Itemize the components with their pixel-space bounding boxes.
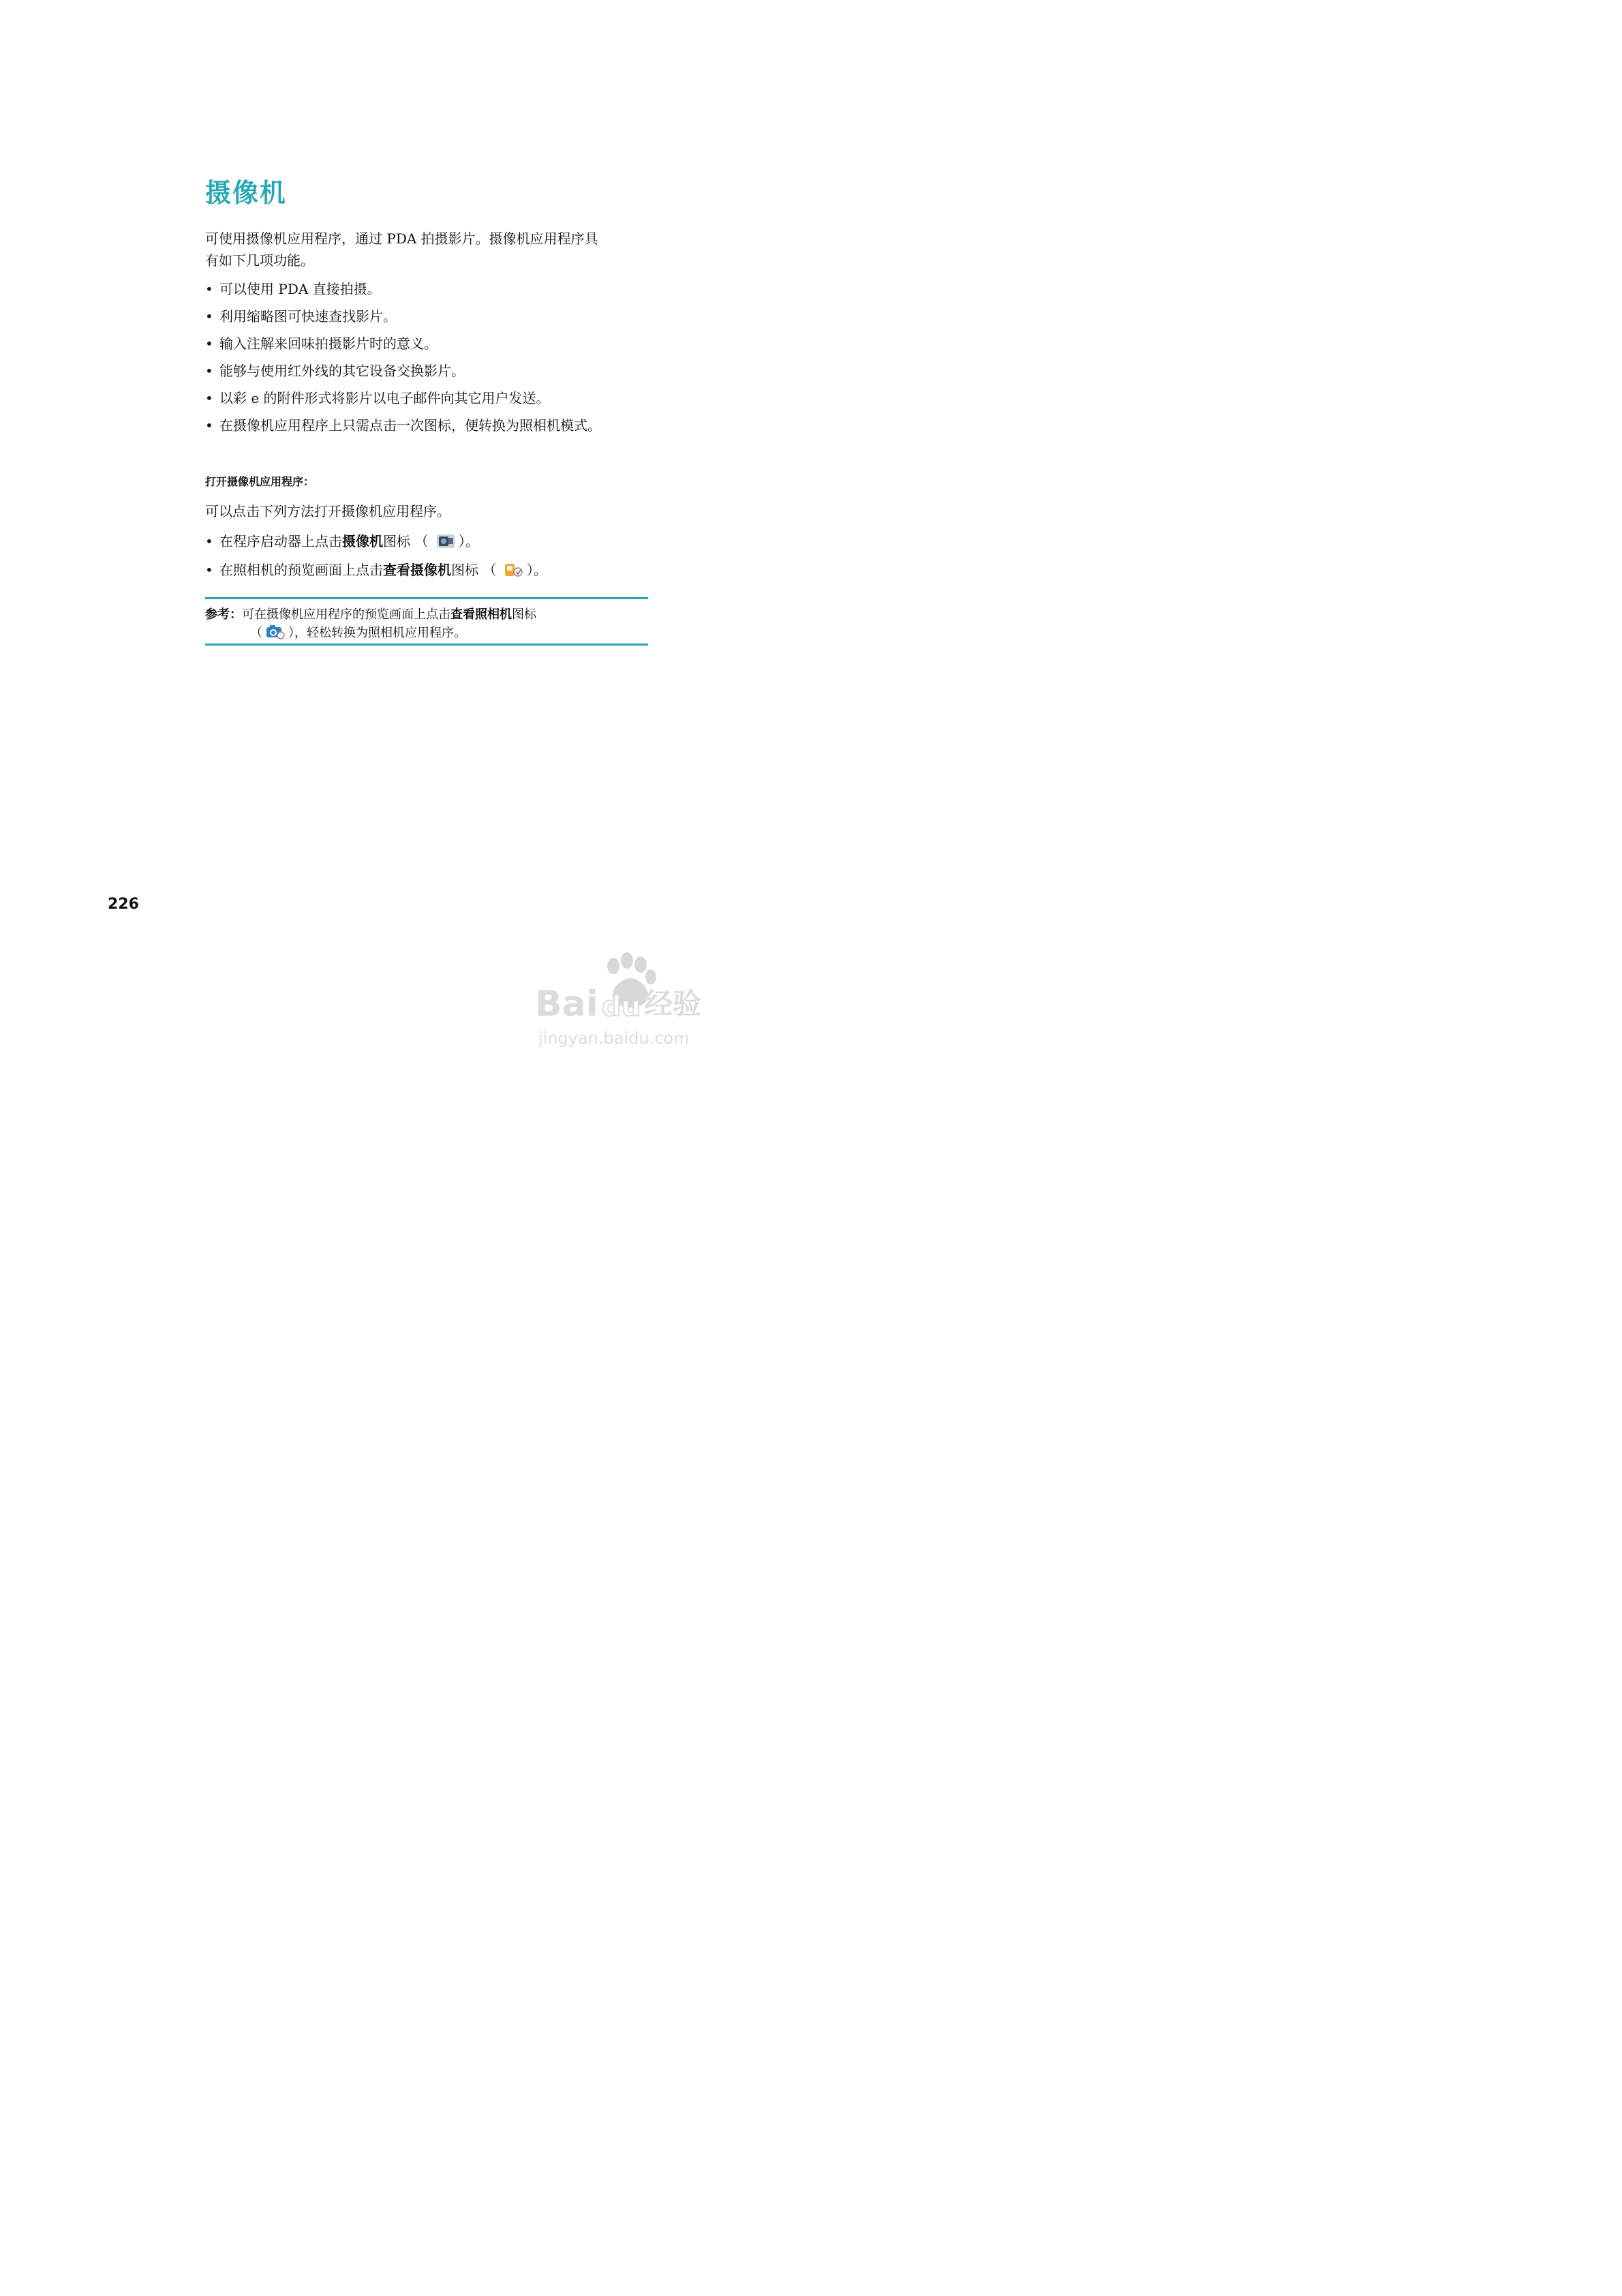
svg-text:Bai: Bai — [535, 984, 598, 1025]
bullet-icon: • — [205, 533, 213, 549]
intro-line-1: 可使用摄像机应用程序，通过 PDA 拍摄影片。摄像机应用程序具 — [205, 230, 598, 247]
view-camera-icon — [265, 624, 286, 640]
bullet-icon: • — [205, 281, 213, 297]
list-item: • 输入注解来回味拍摄影片时的意义。 — [205, 335, 438, 352]
list-item: • 以彩 e 的附件形式将影片以电子邮件向其它用户发送。 — [205, 390, 550, 406]
svg-text:du: du — [602, 991, 641, 1023]
list-item: • 在摄像机应用程序上只需点击一次图标，便转换为照相机模式。 — [205, 417, 601, 434]
bullet-icon: • — [205, 390, 213, 406]
list-item: • 利用缩略图可快速查找影片。 — [205, 308, 397, 324]
list-item: • 在照相机的预览画面上点击查看摄像机图标 （ ）。 — [205, 562, 547, 578]
bullet-icon: • — [205, 363, 213, 379]
list-item: • 在程序启动器上点击摄像机图标 （ ）。 — [205, 533, 479, 549]
section-heading: 打开摄像机应用程序： — [205, 475, 315, 488]
page-title: 摄像机 — [205, 178, 288, 208]
note-line-2: （ ），轻松转换为照相机应用程序。 — [250, 624, 466, 642]
open-methods-list — [205, 532, 641, 589]
list-item: • 能够与使用红外线的其它设备交换影片。 — [205, 363, 465, 379]
svg-text:经验: 经验 — [644, 987, 702, 1021]
baidu-jingyan-watermark — [528, 951, 746, 1053]
bullet-icon: • — [205, 308, 213, 324]
note-box — [205, 597, 648, 646]
open-intro: 可以点击下列方法打开摄像机应用程序。 — [205, 503, 450, 519]
svg-text:jingyan.baidu.com: jingyan.baidu.com — [538, 1029, 690, 1048]
note-line-1: 参考：可在摄像机应用程序的预览画面上点击查看照相机图标 — [205, 607, 536, 622]
bullet-icon: • — [205, 562, 213, 578]
camcorder-icon — [435, 533, 456, 549]
page-number: 226 — [108, 896, 139, 913]
bullet-icon: • — [205, 335, 213, 352]
intro-line-2: 有如下几项功能。 — [205, 252, 314, 269]
bullet-icon: • — [205, 417, 213, 434]
note-label: 参考： — [205, 607, 242, 622]
feature-list — [205, 280, 641, 443]
view-camcorder-icon — [504, 562, 524, 578]
intro-paragraph — [205, 228, 652, 271]
list-item: • 可以使用 PDA 直接拍摄。 — [205, 281, 381, 297]
